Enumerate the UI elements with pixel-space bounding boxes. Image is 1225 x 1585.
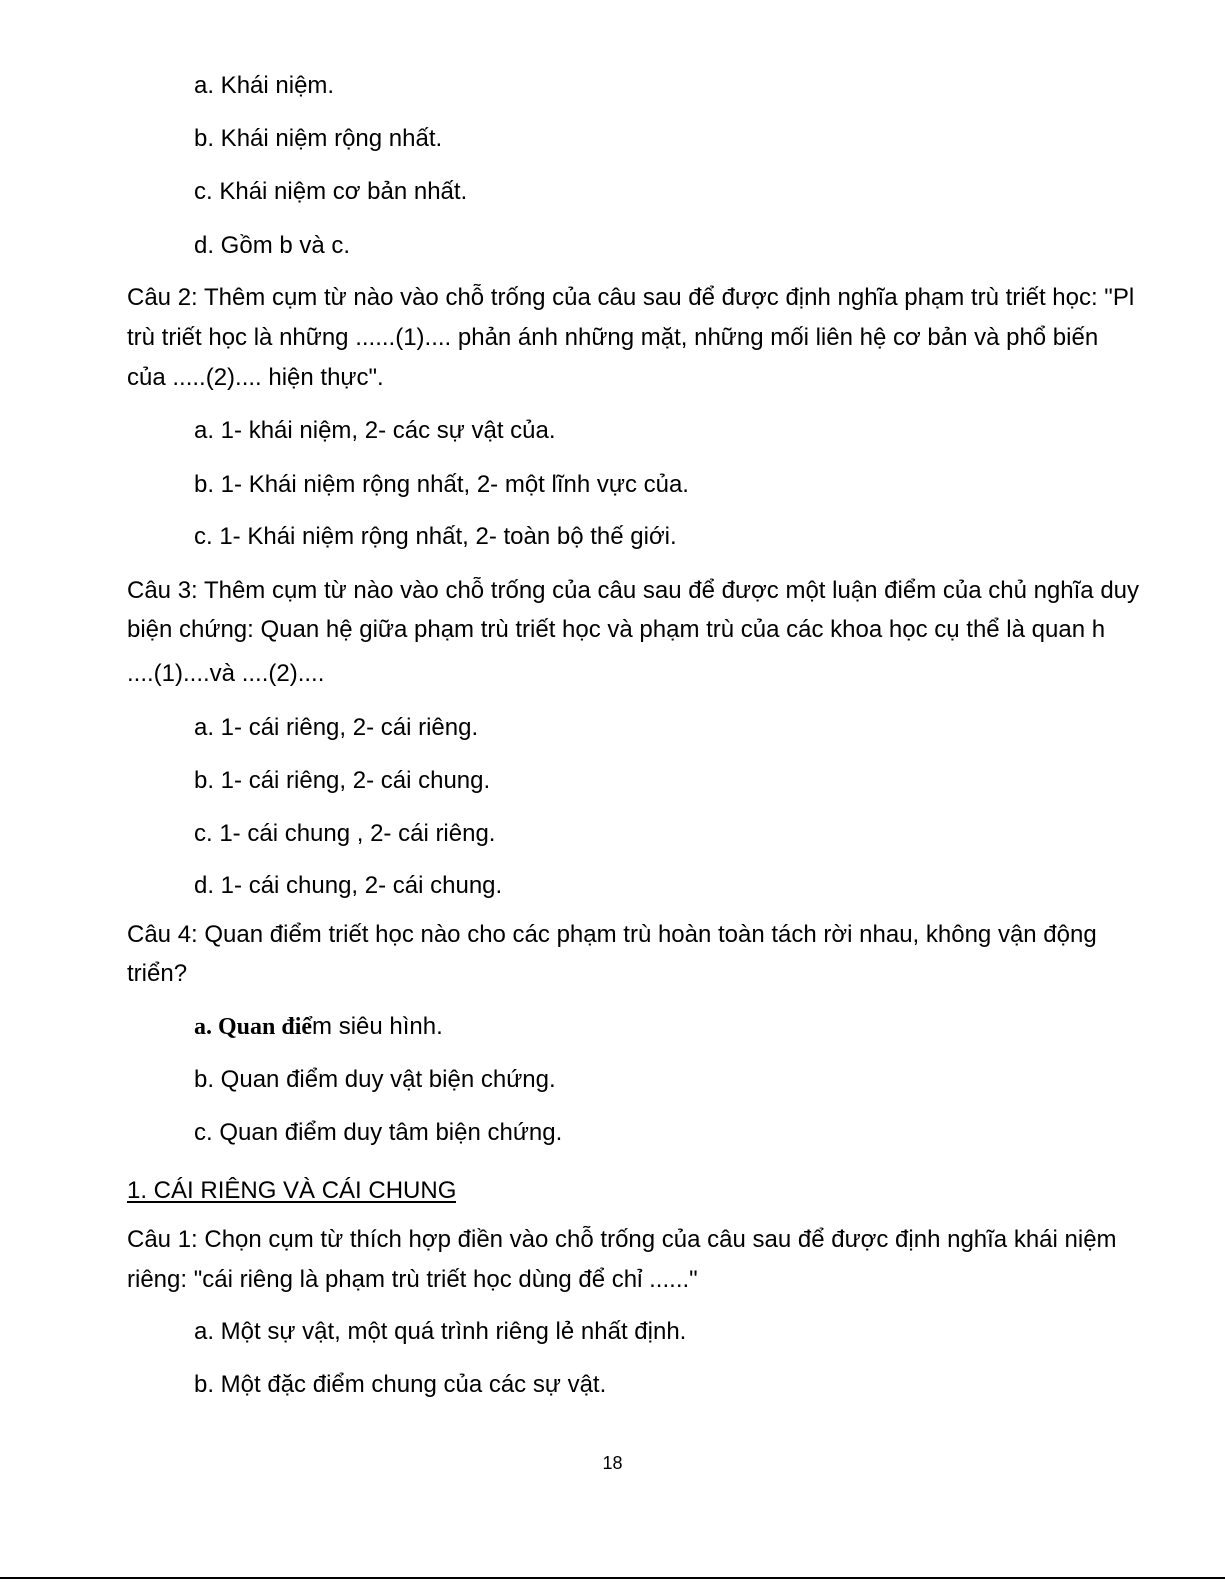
- option-line: a. Khái niệm.: [194, 72, 335, 99]
- option-line: d. 1- cái chung, 2- cái chung.: [194, 872, 503, 899]
- option-bold-prefix: a. Quan điể: [194, 1014, 313, 1040]
- option-line: b. Một đặc điểm chung của các sự vật.: [194, 1371, 607, 1398]
- question-line: ....(1)....và ....(2)....: [127, 660, 325, 687]
- option-line: a. 1- cái riêng, 2- cái riêng.: [194, 714, 479, 741]
- question-line: Câu 3: Thêm cụm từ nào vào chỗ trống của câu sau để được một luận điểm của chủ nghĩa duy: [127, 577, 1140, 604]
- section-heading: 1. CÁI RIÊNG VÀ CÁI CHUNG: [127, 1177, 457, 1204]
- page-number: 18: [602, 1453, 623, 1473]
- option-line: a. Một sự vật, một quá trình riêng lẻ nhất định.: [194, 1318, 687, 1345]
- question-line: của .....(2).... hiện thực".: [127, 364, 384, 391]
- question-line: trù triết học là những ......(1).... phản ánh những mặt, những mối liên hệ cơ bản và phổ biến: [127, 324, 1099, 351]
- option-line: b. Quan điểm duy vật biện chứng.: [194, 1066, 556, 1093]
- question-line: biện chứng: Quan hệ giữa phạm trù triết học và phạm trù của các khoa học cụ thể là quan h: [127, 616, 1106, 643]
- option-line: b. 1- cái riêng, 2- cái chung.: [194, 767, 491, 794]
- question-line: riêng: "cái riêng là phạm trù triết học dùng để chỉ ......": [127, 1266, 698, 1293]
- option-line: c. Khái niệm cơ bản nhất.: [194, 178, 468, 205]
- option-rest: m siêu hình.: [312, 1013, 443, 1040]
- option-line: c. 1- Khái niệm rộng nhất, 2- toàn bộ thế giới.: [194, 523, 677, 550]
- question-line: Câu 4: Quan điểm triết học nào cho các phạm trù hoàn toàn tách rời nhau, không vận động: [127, 921, 1097, 948]
- question-line: Câu 1: Chọn cụm từ thích hợp điền vào chỗ trống của câu sau để được định nghĩa khái niệm: [127, 1226, 1117, 1253]
- question-line: triển?: [127, 960, 188, 987]
- question-line: Câu 2: Thêm cụm từ nào vào chỗ trống của câu sau để được định nghĩa phạm trù triết học: "Pl: [127, 284, 1135, 311]
- option-line: d. Gồm b và c.: [194, 232, 351, 259]
- option-line: b. Khái niệm rộng nhất.: [194, 125, 443, 152]
- option-line: a. 1- khái niệm, 2- các sự vật của.: [194, 417, 556, 444]
- option-line: b. 1- Khái niệm rộng nhất, 2- một lĩnh vực của.: [194, 471, 689, 498]
- option-line: [194, 1013, 443, 1041]
- bottom-rule: [0, 1577, 1225, 1579]
- option-line: c. Quan điểm duy tâm biện chứng.: [194, 1119, 563, 1146]
- option-line: c. 1- cái chung , 2- cái riêng.: [194, 820, 496, 847]
